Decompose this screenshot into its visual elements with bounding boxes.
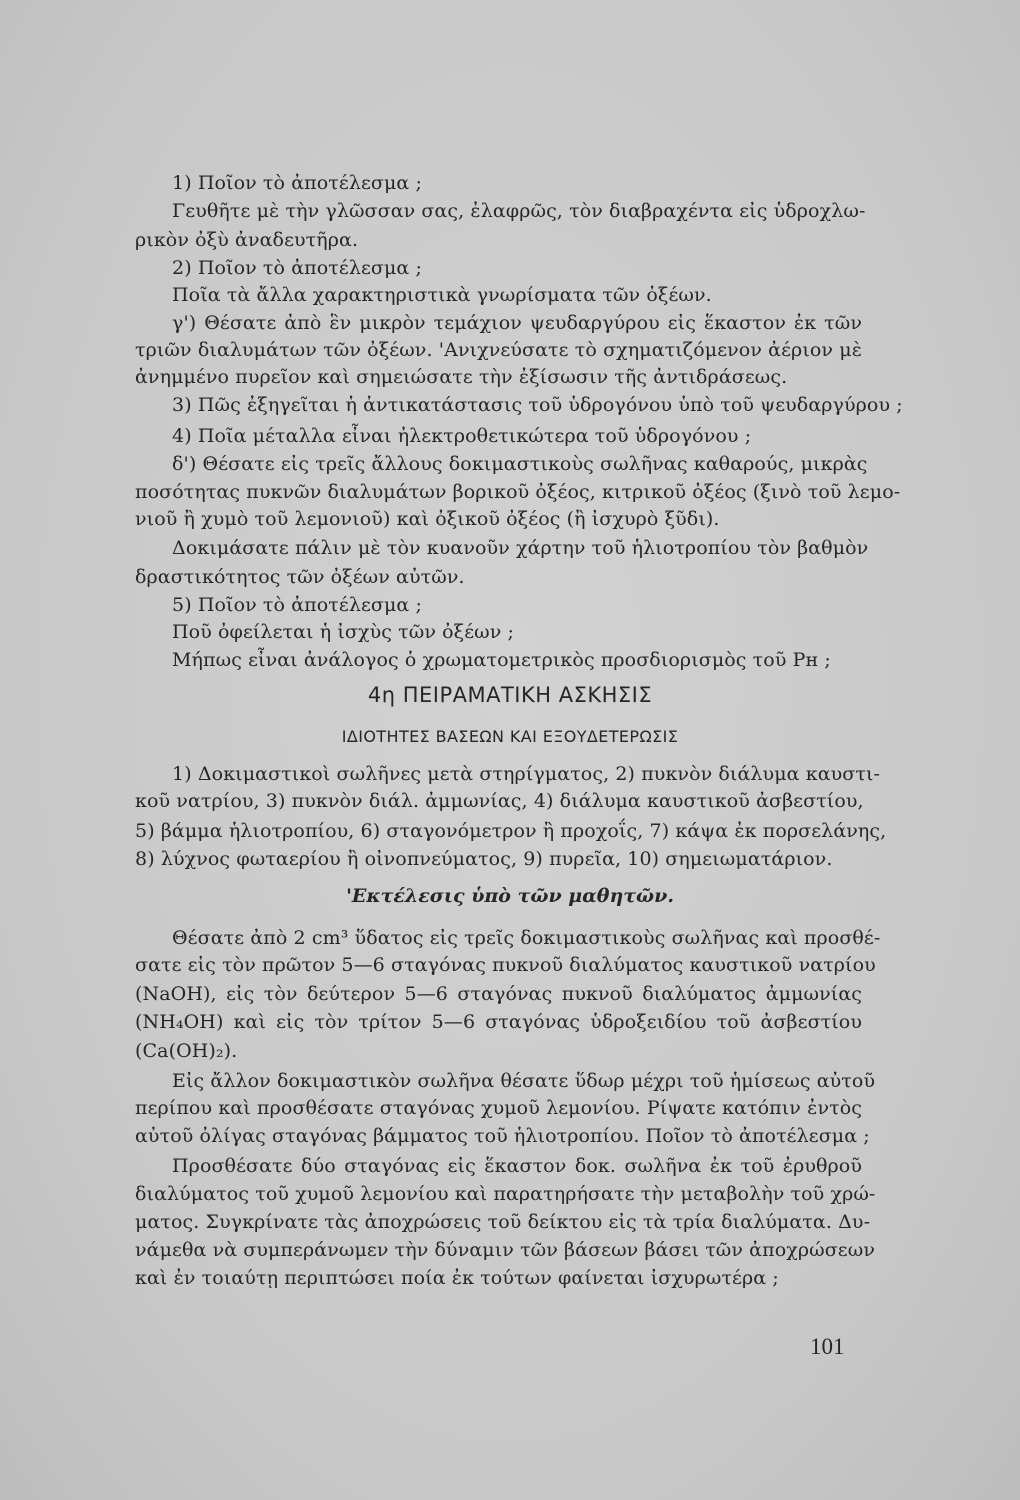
text-line: Εἰς ἄλλον δοκιμαστικὸν σωλῆνα θέσατε ὕδωρ μέχρι τοῦ ἡμίσεως αὐτοῦ <box>172 1070 876 1092</box>
section-subtitle: ΙΔΙΟΤΗΤΕΣ ΒΑΣΕΩΝ ΚΑΙ ΕΞΟΥΔΕΤΕΡΩΣΙΣ <box>341 727 679 746</box>
text-line: αὐτοῦ ὀλίγας σταγόνας βάμματος τοῦ ἡλιοτροπίου. Ποῖον τὸ ἀποτέλεσμα ; <box>135 1125 870 1147</box>
section-title: 4η ΠΕΙΡΑΜΑΤΙΚΗ ΑΣΚΗΣΙΣ <box>367 683 653 707</box>
page-number: 101 <box>810 1334 845 1359</box>
text-line: Ποῦ ὀφείλεται ἡ ἰσχὺς τῶν ὀξέων ; <box>172 621 515 643</box>
text-line: δραστικότητος τῶν ὀξέων αὐτῶν. <box>135 566 465 588</box>
text-line: ματος. Συγκρίνατε τὰς ἀποχρώσεις τοῦ δείκτου εἰς τὰ τρία διαλύματα. Δυ- <box>135 1211 871 1233</box>
text-line: ἀνημμένο πυρεῖον καὶ σημειώσατε τὴν ἐξίσωσιν τῆς ἀντιδράσεως. <box>135 366 788 388</box>
text-line: Θέσατε ἀπὸ 2 cm³ ὕδατος εἰς τρεῖς δοκιμαστικοὺς σωλῆνας καὶ προσθέ- <box>172 927 881 949</box>
text-line: Προσθέσατε δύο σταγόνας εἰς ἕκαστον δοκ. σωλῆνα ἐκ τοῦ ἐρυθροῦ <box>172 1155 862 1177</box>
text-line: 4) Ποῖα μέταλλα εἶναι ἠλεκτροθετικώτερα τοῦ ὑδρογόνου ; <box>172 425 752 447</box>
text-line: Μήπως εἶναι ἀνάλογος ὁ χρωματομετρικὸς προσδιορισμὸς τοῦ Pʜ ; <box>172 649 831 671</box>
text-line: κοῦ νατρίου, 3) πυκνὸν διάλ. ἀμμωνίας, 4) διάλυμα καυστικοῦ ἀσβεστίου, <box>135 790 864 812</box>
text-line: 8) λύχνος φωταερίου ἢ οἰνοπνεύματος, 9) πυρεῖα, 10) σημειωματάριον. <box>135 848 833 870</box>
text-line: διαλύματος τοῦ χυμοῦ λεμονίου καὶ παρατηρήσατε τὴν μεταβολὴν τοῦ χρώ- <box>135 1183 876 1205</box>
text-line: 1) Δοκιμαστικοὶ σωλῆνες μετὰ στηρίγματος, 2) πυκνὸν διάλυμα καυστι- <box>172 763 881 785</box>
text-line: σατε εἰς τὸν πρῶτον 5—6 σταγόνας πυκνοῦ διαλύματος καυστικοῦ νατρίου <box>135 954 876 976</box>
text-line: τριῶν διαλυμάτων τῶν ὀξέων. 'Ανιχνεύσατε τὸ σχηματιζόμενον ἀέριον μὲ <box>135 339 862 361</box>
text-line: Δοκιμάσατε πάλιν μὲ τὸν κυανοῦν χάρτην τοῦ ἡλιοτροπίου τὸν βαθμὸν <box>172 537 869 559</box>
text-line: καὶ ἐν τοιαύτῃ περιπτώσει ποία ἐκ τούτων φαίνεται ἰσχυρωτέρα ; <box>135 1267 779 1289</box>
text-line: δ') Θέσατε εἰς τρεῖς ἄλλους δοκιμαστικοὺς σωλῆνας καθαρούς, μικρὰς <box>172 453 868 475</box>
text-line: (NaOH), εἰς τὸν δεύτερον 5—6 σταγόνας πυκνοῦ διαλύματος ἀμμωνίας <box>135 983 862 1005</box>
text-line: περίπου καὶ προσθέσατε σταγόνας χυμοῦ λεμονίου. Ρίψατε κατόπιν ἐντὸς <box>135 1097 862 1119</box>
text-line: Ποῖα τὰ ἄλλα χαρακτηριστικὰ γνωρίσματα τῶν ὀξέων. <box>172 284 712 306</box>
text-line: 1) Ποῖον τὸ ἀποτέλεσμα ; <box>172 172 423 194</box>
text-line: 3) Πῶς ἐξηγεῖται ἡ ἀντικατάστασις τοῦ ὑδρογόνου ὑπὸ τοῦ ψευδαργύρου ; <box>172 394 903 416</box>
text-line: 5) Ποῖον τὸ ἀποτέλεσμα ; <box>172 594 423 616</box>
text-line: (NH₄OH) καὶ εἰς τὸν τρίτον 5—6 σταγόνας ὑδροξειδίου τοῦ ἀσβεστίου <box>135 1011 862 1033</box>
text-line: (Ca(OH)₂). <box>135 1040 238 1062</box>
text-line: ποσότητας πυκνῶν διαλυμάτων βορικοῦ ὀξέος, κιτρικοῦ ὀξέος (ξινὸ τοῦ λεμο- <box>135 481 901 503</box>
text-line: ρικὸν ὀξὺ ἀναδευτῆρα. <box>135 229 359 251</box>
execution-heading: 'Εκτέλεσις ὑπὸ τῶν μαθητῶν. <box>346 885 674 907</box>
text-line: 5) βάμμα ἡλιοτροπίου, 6) σταγονόμετρον ἢ προχοΐς, 7) κάψα ἐκ πορσελάνης, <box>135 820 887 842</box>
text-line: νιοῦ ἢ χυμὸ τοῦ λεμονιοῦ) καὶ ὀξικοῦ ὀξέος (ἢ ἰσχυρὸ ξῦδι). <box>135 508 720 530</box>
text-line: γ') Θέσατε ἀπὸ ἓν μικρὸν τεμάχιον ψευδαργύρου εἰς ἕκαστον ἐκ τῶν <box>172 312 862 334</box>
text-line: 2) Ποῖον τὸ ἀποτέλεσμα ; <box>172 257 423 279</box>
text-line: νάμεθα νὰ συμπεράνωμεν τὴν δύναμιν τῶν βάσεων βάσει τῶν ἀποχρώσεων <box>135 1239 875 1261</box>
text-line: Γευθῆτε μὲ τὴν γλῶσσαν σας, ἐλαφρῶς, τὸν διαβραχέντα εἰς ὑδροχλω- <box>172 200 866 222</box>
